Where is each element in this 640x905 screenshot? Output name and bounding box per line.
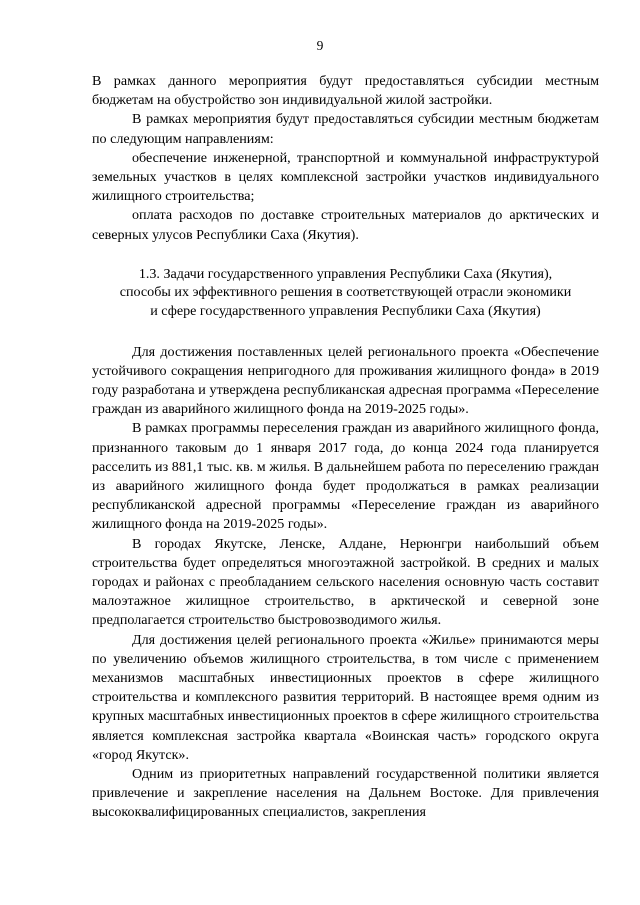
section-heading (92, 265, 599, 321)
section-heading-line: 1.3. Задачи государственного управления Республики Саха (Якутия), (138, 265, 553, 282)
paragraph: Для достижения поставленных целей регионального проекта «Обеспечение устойчивого сокращения непригодного для проживания жилищного фонда» в 2019 году разработана и утверждена республиканская адресная программа «Переселение граждан из аварийного жилищного фонда на 2019-2025 годы». (92, 343, 599, 418)
page-number: 9 (316, 38, 324, 53)
paragraph: В городах Якутске, Ленске, Алдане, Нерюнгри наибольший объем строительства будет определяться многоэтажной застройкой. В средних и малых городах и районах с преобладанием сельского населения основную часть составит малоэтажное жилищное строительство, в арктической и северной зоне предполагается строительство быстровозводимого жилья. (92, 535, 599, 629)
paragraph: Одним из приоритетных направлений государственной политики является привлечение и закрепление населения на Дальнем Востоке. Для привлечения высококвалифицированных специалистов, закрепления (92, 766, 599, 821)
paragraph: Для достижения целей регионального проекта «Жилье» принимаются меры по увеличению объемов жилищного строительства, в том числе с применением механизмов масштабных инвестиционных проектов в сфере жилищного строительства и комплексного развития территорий. В настоящее время одним из крупных масштабных инвестиционных проектов в сфере жилищного строительства является комплексная застройка квартала «Воинская часть» городского округа «город Якутск». (92, 631, 599, 763)
section-heading-line: и сфере государственного управления Республики Саха (Якутия) (150, 303, 541, 320)
list-item: оплата расходов по доставке строительных материалов до арктических и северных улусов Республики Саха (Якутия). (92, 207, 599, 243)
paragraph: В рамках данного мероприятия будут предоставляться субсидии местным бюджетам на обустройство зон индивидуальной жилой застройки. (92, 73, 599, 109)
body-text (92, 72, 599, 823)
section-heading-line: способы их эффективного решения в соответствующей отрасли экономики (119, 284, 572, 301)
list-item: обеспечение инженерной, транспортной и коммунальной инфраструктурой земельных участков в целях комплексной застройки участков индивидуального жилищного строительства; (92, 149, 599, 205)
paragraph: В рамках мероприятия будут предоставляться субсидии местным бюджетам по следующим направлениям: (92, 111, 599, 147)
paragraph: В рамках программы переселения граждан из аварийного жилищного фонда, признанного таковым до 1 января 2017 года, до конца 2024 года планируется расселить из 881,1 тыс. кв. м жилья. В дальнейшем работа по переселению граждан из аварийного жилищного фонда будет продолжаться в рамках реализации республиканской адресной программы «Переселение граждан из аварийного жилищного фонда на 2019-2025 годы». (92, 420, 599, 533)
